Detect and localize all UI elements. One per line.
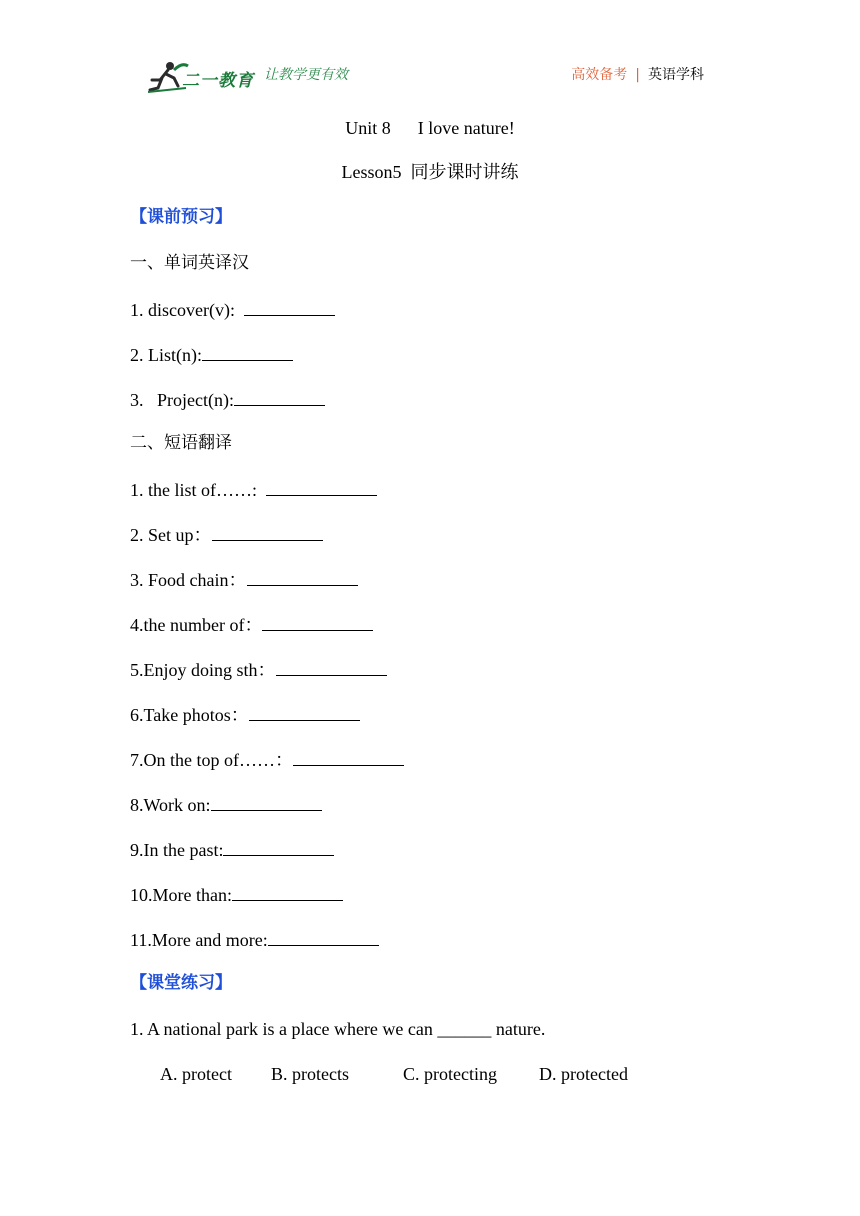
header-subject: 英语学科 [648,67,704,83]
logo-text: 二一教育 [182,71,254,91]
answer-blank[interactable] [232,882,343,901]
vocab-heading: 一、单词英译汉 [130,253,249,273]
answer-blank[interactable] [234,387,325,406]
header-tag: 高效备考 [571,67,628,83]
answer-blank[interactable] [202,342,293,361]
answer-blank[interactable] [293,747,404,766]
phrase-label: 1. the list of……: [130,480,266,500]
phrase-label: 11.More and more: [130,930,268,950]
phrase-label: 2. Set up： [130,525,212,545]
option-d[interactable]: D. protected [539,1064,628,1084]
header-slogan: 让教学更有效 [264,67,348,83]
answer-blank[interactable] [211,792,322,811]
option-c[interactable]: C. protecting [403,1064,497,1084]
answer-blank[interactable] [244,297,335,316]
phrase-item [130,477,377,501]
phrase-label: 6.Take photos： [130,705,249,725]
lesson-title [0,161,860,183]
phrase-label: 8.Work on: [130,795,211,815]
vocab-label: 1. discover(v): [130,300,244,320]
phrase-item [130,747,404,771]
header-separator: | [635,67,640,83]
section-preview: 【课前预习】 [130,207,232,227]
section-practice: 【课堂练习】 [130,973,232,993]
answer-blank[interactable] [268,927,379,946]
phrase-item [130,882,343,906]
vocab-item [130,342,293,366]
phrase-label: 7.On the top of……： [130,750,293,770]
lesson-title-text: Lesson5 同步课时讲练 [341,162,519,182]
answer-blank[interactable] [247,567,358,586]
question-text: 1. A national park is a place where we can [130,1019,438,1039]
phrase-item [130,612,373,636]
answer-blank[interactable] [262,612,373,631]
answer-blank[interactable] [276,657,387,676]
phrase-heading: 二、短语翻译 [130,433,232,453]
phrase-item [130,657,387,681]
vocab-label: 3. Project(n): [130,390,234,410]
phrase-item [130,837,334,861]
answer-blank[interactable] [266,477,377,496]
header-right [571,64,704,84]
question-stem [130,1018,545,1040]
phrase-item [130,702,360,726]
question-blank: ______ [437,1019,492,1039]
answer-blank[interactable] [249,702,360,721]
phrase-item [130,567,358,591]
vocab-item [130,387,325,411]
unit-title: Unit 8 I love nature! [345,118,515,138]
question-text-end: nature. [491,1019,546,1039]
option-b[interactable]: B. protects [271,1064,349,1084]
answer-blank[interactable] [212,522,323,541]
answer-blank[interactable] [223,837,334,856]
vocab-label: 2. List(n): [130,345,202,365]
phrase-label: 3. Food chain： [130,570,247,590]
phrase-item [130,927,379,951]
phrase-label: 5.Enjoy doing sth： [130,660,276,680]
phrase-label: 4.the number of： [130,615,263,635]
phrase-item [130,522,323,546]
option-a[interactable]: A. protect [160,1064,232,1084]
phrase-label: 10.More than: [130,885,232,905]
phrase-item [130,792,322,816]
phrase-label: 9.In the past: [130,840,224,860]
vocab-item [130,297,335,321]
